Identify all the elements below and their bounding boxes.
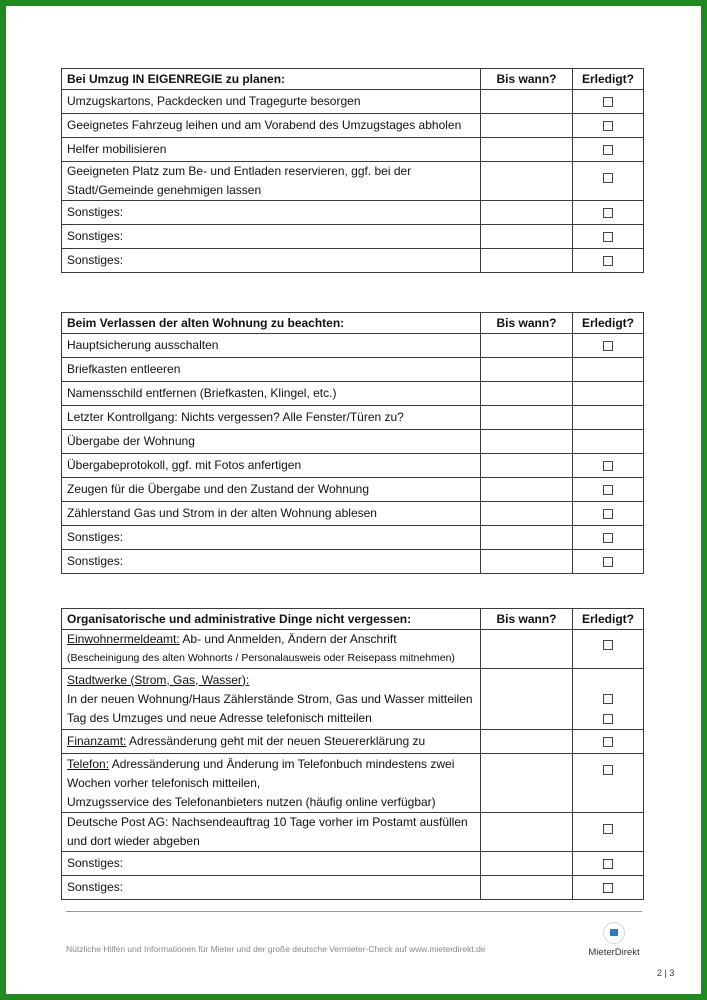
task-text: Letzter Kontrollgang: Nichts vergessen? Alle Fenster/Türen zu? bbox=[62, 406, 481, 430]
finanzamt-label: Finanzamt: bbox=[67, 734, 127, 748]
logo-text: MieterDirekt bbox=[588, 947, 640, 958]
table-row bbox=[62, 526, 644, 550]
deadline-cell[interactable] bbox=[481, 358, 573, 382]
section-header: Organisatorische und administrative Dinge nicht vergessen: bbox=[62, 609, 481, 630]
task-text: Helfer mobilisieren bbox=[62, 138, 481, 162]
telefon-text: Adressänderung und Änderung im Telefonbuch mindestens zwei bbox=[109, 756, 455, 771]
deadline-cell[interactable] bbox=[481, 114, 573, 138]
checkbox-icon[interactable] bbox=[603, 694, 613, 704]
table-row bbox=[62, 630, 644, 669]
task-text: Sonstiges: bbox=[62, 201, 481, 225]
deadline-cell[interactable] bbox=[481, 550, 573, 574]
table-row bbox=[62, 550, 644, 574]
checklist-diy-move bbox=[61, 68, 644, 273]
table-row bbox=[62, 225, 644, 249]
column-done: Erledigt? bbox=[573, 313, 644, 334]
checkbox-icon[interactable] bbox=[603, 765, 613, 775]
task-text: Namensschild entfernen (Briefkasten, Klingel, etc.) bbox=[62, 382, 481, 406]
post-line2: und dort wieder abgeben bbox=[67, 834, 200, 848]
document-page bbox=[6, 6, 701, 994]
einwohner-text: Ab- und Anmelden, Ändern der Anschrift bbox=[179, 632, 397, 646]
checkbox-icon[interactable] bbox=[603, 173, 613, 183]
table-row bbox=[62, 454, 644, 478]
section-header: Bei Umzug IN EIGENREGIE zu planen: bbox=[62, 69, 481, 90]
table-row bbox=[62, 138, 644, 162]
checkbox-icon[interactable] bbox=[603, 208, 613, 218]
task-text-cont: Stadt/Gemeinde genehmigen lassen bbox=[67, 183, 262, 197]
table-row bbox=[62, 876, 644, 900]
task-text: Sonstiges: bbox=[62, 249, 481, 273]
table-row bbox=[62, 669, 644, 730]
table-row bbox=[62, 249, 644, 273]
telefon-line2: Wochen vorher telefonisch mitteilen, bbox=[67, 775, 261, 790]
deadline-cell[interactable] bbox=[481, 249, 573, 273]
table-row bbox=[62, 114, 644, 138]
checkbox-icon[interactable] bbox=[603, 97, 613, 107]
deadline-cell[interactable] bbox=[481, 852, 573, 876]
table-row bbox=[62, 90, 644, 114]
checkbox-icon[interactable] bbox=[603, 509, 613, 519]
column-done: Erledigt? bbox=[573, 609, 644, 630]
stadtwerke-label: Stadtwerke (Strom, Gas, Wasser): bbox=[67, 672, 250, 687]
task-text: Sonstiges: bbox=[62, 876, 481, 900]
finanzamt-text: Adressänderung geht mit der neuen Steuererklärung zu bbox=[126, 734, 426, 748]
deadline-cell[interactable] bbox=[481, 138, 573, 162]
checkbox-icon[interactable] bbox=[603, 714, 613, 724]
einwohner-label: Einwohnermeldeamt: bbox=[67, 632, 180, 646]
deadline-cell[interactable] bbox=[481, 201, 573, 225]
footer-divider bbox=[66, 911, 642, 912]
table-row bbox=[62, 730, 644, 754]
deadline-cell[interactable] bbox=[481, 225, 573, 249]
checkbox-icon[interactable] bbox=[603, 859, 613, 869]
table-row bbox=[62, 406, 644, 430]
table-row bbox=[62, 813, 644, 852]
table-row bbox=[62, 478, 644, 502]
page-number: 2 | 3 bbox=[657, 968, 675, 978]
task-text: Umzugskartons, Packdecken und Tragegurte besorgen bbox=[62, 90, 481, 114]
deadline-cell[interactable] bbox=[481, 754, 573, 813]
deadline-cell[interactable] bbox=[481, 730, 573, 754]
deadline-cell[interactable] bbox=[481, 630, 573, 669]
table-row bbox=[62, 852, 644, 876]
footer-text: Nützliche Hilfen und Informationen für Mieter und der große deutsche Vermieter-Check auf www.mieterdirekt.de bbox=[66, 944, 486, 954]
table-row bbox=[62, 334, 644, 358]
checkbox-icon[interactable] bbox=[603, 121, 613, 131]
logo bbox=[584, 922, 644, 958]
task-text: Geeignetes Fahrzeug leihen und am Vorabend des Umzugstages abholen bbox=[62, 114, 481, 138]
task-text: Übergabeprotokoll, ggf. mit Fotos anfertigen bbox=[62, 454, 481, 478]
deadline-cell[interactable] bbox=[481, 334, 573, 358]
telefon-line3: Umzugsservice des Telefonanbieters nutzen (häufig online verfügbar) bbox=[67, 794, 436, 809]
deadline-cell[interactable] bbox=[481, 669, 573, 730]
checkbox-icon[interactable] bbox=[603, 824, 613, 834]
table-row bbox=[62, 430, 644, 454]
column-deadline: Bis wann? bbox=[481, 609, 573, 630]
table-row bbox=[62, 382, 644, 406]
section-header: Beim Verlassen der alten Wohnung zu beachten: bbox=[62, 313, 481, 334]
task-text: Übergabe der Wohnung bbox=[62, 430, 481, 454]
task-text: Hauptsicherung ausschalten bbox=[62, 334, 481, 358]
task-text: Zählerstand Gas und Strom in der alten Wohnung ablesen bbox=[62, 502, 481, 526]
column-deadline: Bis wann? bbox=[481, 69, 573, 90]
deadline-cell[interactable] bbox=[481, 162, 573, 201]
table-row bbox=[62, 754, 644, 813]
deadline-cell[interactable] bbox=[481, 90, 573, 114]
table-row bbox=[62, 358, 644, 382]
task-text: Sonstiges: bbox=[62, 550, 481, 574]
table-row bbox=[62, 201, 644, 225]
table-row bbox=[62, 502, 644, 526]
checkbox-icon[interactable] bbox=[603, 737, 613, 747]
task-text: Briefkasten entleeren bbox=[62, 358, 481, 382]
checklist-administrative bbox=[61, 608, 644, 900]
checklist-leave-old-apartment bbox=[61, 312, 644, 574]
telefon-label: Telefon: bbox=[67, 756, 110, 771]
task-text: Sonstiges: bbox=[62, 852, 481, 876]
task-text: Sonstiges: bbox=[62, 526, 481, 550]
checkbox-icon[interactable] bbox=[603, 232, 613, 242]
einwohner-note: (Bescheinigung des alten Wohnorts / Personalausweis oder Reisepass mitnehmen) bbox=[67, 652, 455, 664]
deadline-cell[interactable] bbox=[481, 382, 573, 406]
task-text: Sonstiges: bbox=[62, 225, 481, 249]
checkbox-icon[interactable] bbox=[603, 533, 613, 543]
table-row bbox=[62, 162, 644, 201]
deadline-cell[interactable] bbox=[481, 526, 573, 550]
checkbox-icon[interactable] bbox=[603, 256, 613, 266]
stadtwerke-line1: In der neuen Wohnung/Haus Zählerstände Strom, Gas und Wasser mitteilen bbox=[67, 691, 473, 706]
checkbox-icon[interactable] bbox=[603, 145, 613, 155]
task-text: Zeugen für die Übergabe und den Zustand der Wohnung bbox=[62, 478, 481, 502]
checkbox-icon[interactable] bbox=[603, 461, 613, 471]
deadline-cell[interactable] bbox=[481, 502, 573, 526]
checkbox-icon[interactable] bbox=[603, 640, 613, 650]
deadline-cell[interactable] bbox=[481, 406, 573, 430]
deadline-cell[interactable] bbox=[481, 430, 573, 454]
stadtwerke-line2: Tag des Umzuges und neue Adresse telefonisch mitteilen bbox=[67, 710, 372, 725]
post-line1: Deutsche Post AG: Nachsendeauftrag 10 Tage vorher im Postamt ausfüllen bbox=[67, 815, 468, 829]
deadline-cell[interactable] bbox=[481, 813, 573, 852]
checkbox-icon[interactable] bbox=[603, 557, 613, 567]
column-done: Erledigt? bbox=[573, 69, 644, 90]
task-text: Geeigneten Platz zum Be- und Entladen reservieren, ggf. bei der bbox=[67, 164, 412, 178]
checkbox-icon[interactable] bbox=[603, 341, 613, 351]
house-icon bbox=[603, 922, 625, 944]
deadline-cell[interactable] bbox=[481, 876, 573, 900]
column-deadline: Bis wann? bbox=[481, 313, 573, 334]
deadline-cell[interactable] bbox=[481, 478, 573, 502]
checkbox-icon[interactable] bbox=[603, 485, 613, 495]
deadline-cell[interactable] bbox=[481, 454, 573, 478]
checkbox-icon[interactable] bbox=[603, 883, 613, 893]
